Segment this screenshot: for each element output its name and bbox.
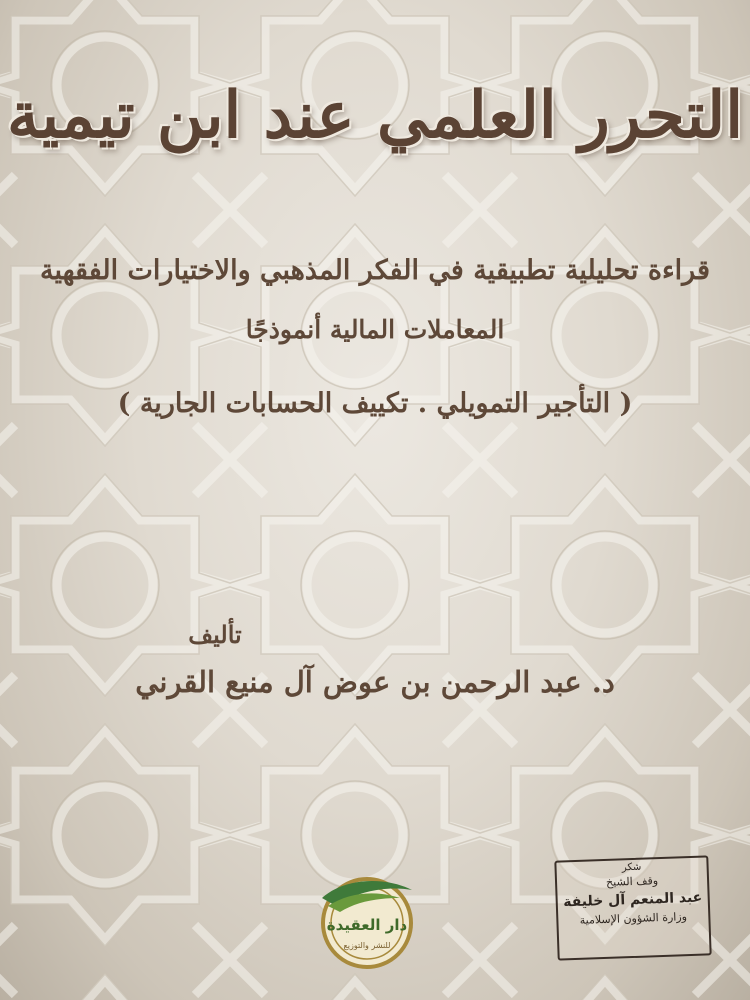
publisher-logo (314, 868, 420, 974)
author-name: د. عبد الرحمن بن عوض آل منيع القرني (135, 665, 615, 699)
book-title: التحرر العلمي عند ابن تيمية (6, 78, 744, 153)
subtitle-line-3: ( التأجير التمويلي . تكييف الحسابات الجارية ) (117, 388, 633, 419)
stamp-line-1: وقف الشيخ (605, 874, 659, 889)
stamp-line-3: وزارة الشؤون الإسلامية (579, 910, 688, 927)
ownership-stamp (554, 855, 711, 960)
stamp-header: شكر (621, 861, 642, 874)
publisher-tagline: للنشر والتوزيع (343, 941, 391, 950)
publisher-name: دار العقيدة (326, 916, 408, 934)
author-label: تأليف (188, 620, 242, 649)
stamp-line-2: عبد المنعم آل خليفة (562, 889, 703, 911)
subtitle-line-2: المعاملات المالية أنموذجًا (245, 315, 505, 344)
subtitle-line-1: قراءة تحليلية تطبيقية في الفكر المذهبي والاختيارات الفقهية (39, 255, 710, 286)
